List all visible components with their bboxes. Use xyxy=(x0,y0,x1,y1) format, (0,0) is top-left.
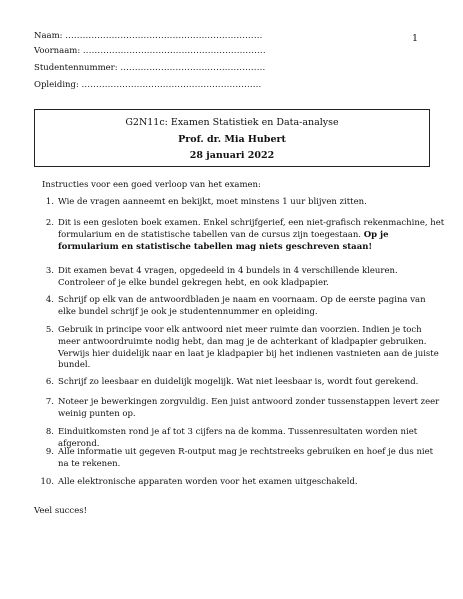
exam-course-title: G2N11c: Examen Statistiek en Data-analyse xyxy=(125,117,339,128)
list-item-number: 8. xyxy=(45,427,54,437)
list-item-number: 6. xyxy=(45,377,54,387)
list-item-number: 4. xyxy=(45,295,54,305)
field-naam xyxy=(34,31,263,41)
field-blank: .................................................. xyxy=(120,63,266,73)
list-item xyxy=(34,218,446,253)
list-item-text: Schrijf zo leesbaar en duidelijk mogelijk. Wat niet leesbaar is, wordt fout gerekend. xyxy=(58,377,419,387)
field-label: Voornaam: xyxy=(34,46,81,56)
field-opleiding xyxy=(34,80,261,90)
field-studentennummer xyxy=(34,63,265,73)
list-item-text: Noteer je bewerkingen zorgvuldig. Een juist antwoord zonder tussenstappen levert zeer weinig punten op. xyxy=(58,397,440,419)
instructions-intro: Instructies voor een goed verloop van het examen: xyxy=(42,180,261,190)
list-item-number: 3. xyxy=(45,266,54,276)
list-item-text: Alle elektronische apparaten worden voor het examen uitgeschakeld. xyxy=(58,477,358,487)
exam-professor: Prof. dr. Mia Hubert xyxy=(178,134,286,145)
field-blank: .................................................................... xyxy=(65,31,263,41)
list-item-text-wrapper xyxy=(58,218,446,253)
list-item-number: 2. xyxy=(45,218,54,228)
closing-text: Veel succes! xyxy=(34,506,88,516)
list-item-bold-note: Op je formularium en statistische tabellen mag niets geschreven staan! xyxy=(58,229,389,252)
field-blank: .............................................................. xyxy=(81,80,262,90)
list-item-number: 7. xyxy=(45,397,54,407)
list-item xyxy=(34,477,446,489)
list-item-text: Wie de vragen aanneemt en bekijkt, moet minstens 1 uur blijven zitten. xyxy=(58,197,367,207)
list-item-number: 10. xyxy=(40,477,54,487)
list-item xyxy=(34,397,446,421)
list-item-number: 1. xyxy=(45,197,54,207)
list-item-text: Alle informatie uit gegeven R-output mag je rechtstreeks gebruiken en hoef je dus niet na te rekenen. xyxy=(58,447,434,469)
exam-title-box xyxy=(34,109,430,167)
list-item-text: Gebruik in principe voor elk antwoord niet meer ruimte dan voorzien. Indien je toch meer antwoordruimte nodig hebt, dan mag je de achterkant of kladpapier gebruiken. Verwijs hier duidelijk naar en laat je kladpapier bij het indienen vastnieten aan de juiste bundel. xyxy=(58,325,439,371)
page-number: 1 xyxy=(412,33,419,44)
exam-date: 28 januari 2022 xyxy=(189,150,275,161)
field-label: Naam: xyxy=(34,31,63,41)
list-item-number: 5. xyxy=(45,325,54,335)
field-blank: ............................................................... xyxy=(82,46,266,56)
list-item xyxy=(34,197,446,209)
list-item-number: 9. xyxy=(45,447,54,457)
list-item xyxy=(34,377,446,389)
list-item-text: Dit is een gesloten boek examen. Enkel schrijfgerief, een niet-grafisch rekenmachine, het formularium en de statistische tabellen van de cursus zijn toegestaan. xyxy=(58,218,445,240)
field-label: Opleiding: xyxy=(34,80,79,90)
field-voornaam xyxy=(34,46,266,56)
list-item xyxy=(34,266,446,290)
list-item xyxy=(34,447,446,471)
list-item-text: Dit examen bevat 4 vragen, opgedeeld in 4 bundels in 4 verschillende kleuren. Controleer of je elke bundel gekregen hebt, en ook kladpapier. xyxy=(58,266,398,288)
list-item-text: Schrijf op elk van de antwoordbladen je naam en voornaam. Op de eerste pagina van elke bundel schrijf je ook je studentennummer en opleiding. xyxy=(58,295,426,317)
field-label: Studentennummer: xyxy=(34,63,118,73)
list-item-text: Einduitkomsten rond je af tot 3 cijfers na de komma. Tussenresultaten worden niet afgerond. xyxy=(58,427,418,449)
list-item xyxy=(34,295,446,319)
list-item xyxy=(34,325,446,372)
